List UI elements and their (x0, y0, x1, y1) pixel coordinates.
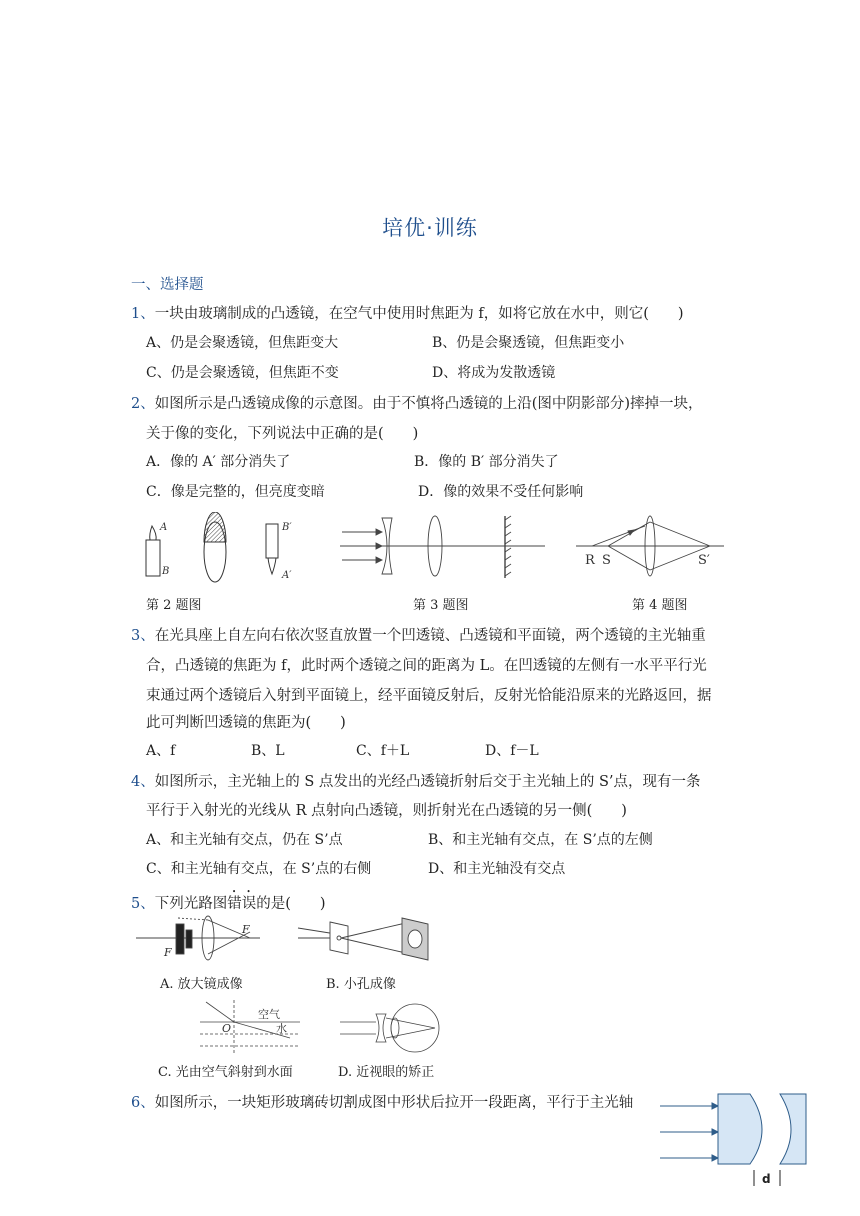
question-3 (131, 624, 706, 645)
chipped-lens-figure (204, 512, 226, 582)
candle-object-figure (146, 522, 169, 577)
label-s-prime: S′ (698, 553, 710, 568)
label-b: B (162, 566, 170, 577)
q1-option-b: B、仍是会聚透镜，但焦距变小 (432, 335, 625, 351)
question-text: 一块由玻璃制成的凸透镜，在空气中使用时焦距为 f，如将它放在水中，则它( ) (154, 306, 684, 322)
caption-b: B. 小孔成像 (326, 977, 396, 992)
question-1 (131, 302, 684, 323)
question-text: 如图所示是凸透镜成像的示意图。由于不慎将凸透镜的上沿(图中阴影部分)摔掉一块， (154, 396, 703, 412)
q2-option-c: C．像是完整的，但亮度变暗 (146, 484, 325, 500)
q4-option-c: C、和主光轴有交点，在 S’点的右侧 (146, 861, 372, 877)
q2-option-a: A．像的 A′ 部分消失了 (146, 454, 291, 470)
section-heading: 一、选择题 (131, 277, 204, 293)
q1-option-d: D、将成为发散透镜 (432, 365, 556, 381)
emphasized-word: 错误 (227, 896, 257, 912)
q3-option-a: A、f (146, 743, 176, 759)
caption-a: A. 放大镜成像 (160, 977, 243, 992)
question-text-post: 的是( ) (256, 896, 326, 912)
question-text: 如图所示，一块矩形玻璃砖切割成图中形状后拉开一段距离，平行于主光轴 (154, 1095, 634, 1111)
q2-option-d: D．像的效果不受任何影响 (418, 484, 584, 500)
question-number: 4、 (131, 774, 155, 790)
question-6 (131, 1091, 633, 1112)
label-b-prime: B′ (282, 522, 292, 533)
convex-lens-rays-figure (576, 516, 724, 576)
q3-option-c: C、f＋L (356, 743, 410, 759)
figures-row (130, 512, 730, 592)
question-number: 6、 (131, 1095, 155, 1111)
convex-glass-piece (718, 1094, 762, 1164)
label-water: 水 (276, 1022, 287, 1035)
question-5 (131, 888, 326, 913)
question-number: 5、 (131, 896, 155, 912)
question-3-line4: 此可判断凹透镜的焦距为( ) (146, 715, 346, 731)
label-o: O (222, 1022, 232, 1035)
q1-option-a: A、仍是会聚透镜，但焦距变大 (146, 335, 339, 351)
q4-option-a: A、和主光轴有交点，仍在 S’点 (146, 832, 343, 848)
question-text: 在光具座上自左向右依次竖直放置一个凹透镜、凸透镜和平面镜，两个透镜的主光轴重 (154, 628, 706, 644)
myopia-figure (340, 1004, 439, 1052)
label-a: A (160, 522, 168, 533)
q4-option-d: D、和主光轴没有交点 (428, 861, 566, 877)
lens-mirror-figure (340, 516, 545, 578)
inverted-image-figure (266, 522, 292, 581)
label-r: R (585, 553, 595, 568)
question-text: 如图所示，主光轴上的 S 点发出的光经凸透镜折射后交于主光轴上的 S’点，现有一条 (154, 774, 701, 790)
q3-option-d: D、f－L (485, 743, 539, 759)
question-text-pre: 下列光路图 (154, 896, 228, 912)
caption-fig-4: 第 4 题图 (632, 598, 688, 613)
question-3-line2: 合，凸透镜的焦距为 f，此时两个透镜之间的距离为 L。在凹透镜的左侧有一水平平行光 (146, 658, 707, 674)
question-4 (131, 770, 701, 791)
label-d: d (762, 1172, 771, 1186)
question-2 (131, 392, 703, 413)
question-number: 2、 (131, 396, 155, 412)
q4-option-b: B、和主光轴有交点，在 S’点的左侧 (428, 832, 653, 848)
label-f-left: F (164, 946, 172, 959)
q2-option-b: B．像的 B′ 部分消失了 (414, 454, 559, 470)
refraction-figure (200, 1000, 300, 1054)
q1-option-c: C、仍是会聚透镜，但焦距不变 (146, 365, 339, 381)
caption-c: C. 光由空气斜射到水面 (158, 1065, 293, 1080)
caption-d: D. 近视眼的矫正 (338, 1065, 435, 1080)
question-4-line2: 平行于入射光的光线从 R 点射向凸透镜，则折射光在凸透镜的另一侧( ) (146, 803, 627, 819)
caption-fig-2: 第 2 题图 (146, 598, 202, 613)
q3-option-b: B、L (251, 743, 285, 759)
label-f-right: F (242, 923, 250, 936)
label-air: 空气 (258, 1008, 280, 1021)
question-3-line3: 束通过两个透镜后入射到平面镜上，经平面镜反射后，反射光恰能沿原来的光路返回，据 (146, 688, 712, 704)
pinhole-figure (298, 918, 428, 960)
question-number: 3、 (131, 628, 155, 644)
question-2-line2: 关于像的变化，下列说法中正确的是( ) (146, 426, 419, 442)
glass-block-figure (656, 1090, 816, 1190)
page-title: 培优·训练 (382, 216, 478, 240)
label-s: S (602, 553, 611, 568)
label-a-prime: A′ (282, 570, 292, 581)
magnifier-figure (136, 916, 260, 960)
concave-glass-piece (780, 1094, 806, 1164)
caption-fig-3: 第 3 题图 (413, 598, 469, 613)
question-number: 1、 (131, 306, 155, 322)
